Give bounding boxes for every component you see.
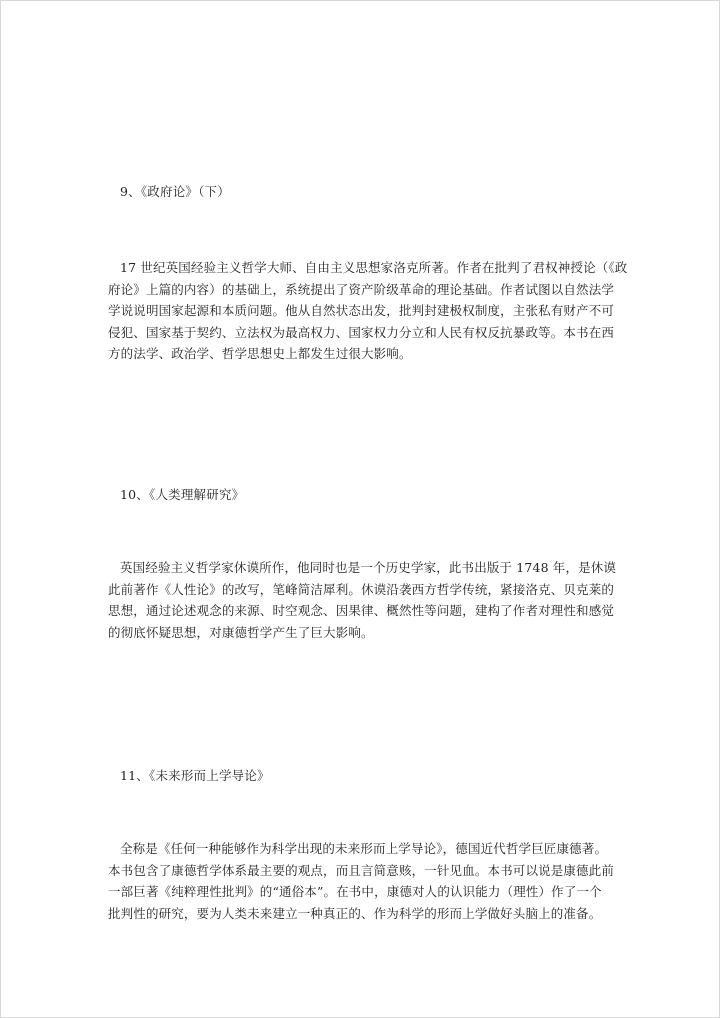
paragraph-line: 全称是《任何一种能够作为科学出现的未来形而上学导论》，德国近代哲学巨匠康德著。: [120, 841, 608, 856]
section-10-heading: 10、《人类理解研究》: [120, 487, 245, 502]
paragraph-line: 学说说明国家起源和本质问题。他从自然状态出发，批判封建极权制度，主张私有财产不可: [108, 303, 615, 318]
paragraph-line: 此前著作《人性论》的改写，笔峰简洁犀利。休谟沿袭西方哲学传统，紧接洛克、贝克莱的: [108, 581, 615, 597]
paragraph-line: 英国经验主义哲学家休谟所作，他同时也是一个历史学家，此书出版于 1748 年，是休谟: [120, 560, 617, 575]
paragraph-line: 的彻底怀疑思想，对康德哲学产生了巨大影响。: [108, 624, 374, 640]
section-9-paragraph: [108, 257, 628, 365]
paragraph-line: 府论》上篇的内容）的基础上，系统提出了资产阶级革命的理论基础。作者试图以自然法学: [108, 281, 615, 297]
paragraph-line: 本书包含了康德哲学体系最主要的观点，而且言简意赅，一针见血。本书可以说是康德此前: [108, 862, 615, 878]
section-11-paragraph: [108, 838, 613, 924]
paragraph-line: 侵犯、国家基于契约、立法权为最高权力、国家权力分立和人民有权反抗暴政等。本书在西: [108, 324, 615, 340]
paragraph-line: 方的法学、政治学、哲学思想史上都发生过很大影响。: [108, 346, 412, 361]
paragraph-line: 一部巨著《纯粹理性批判》的“通俗本”。在书中，康德对人的认识能力（理性）作了一个: [108, 884, 602, 899]
section-10-paragraph: [108, 557, 617, 643]
paragraph-line: 17 世纪英国经验主义哲学大师、自由主义思想家洛克所著。作者在批判了君权神授论（《政: [120, 260, 628, 275]
paragraph-line: 批判性的研究，要为人类未来建立一种真正的、作为科学的形而上学做好头脑上的准备。: [108, 905, 602, 921]
section-9-heading: 9、《政府论》（下）: [120, 184, 230, 199]
section-11-heading: 11、《未来形而上学导论》: [120, 768, 270, 783]
paragraph-line: 思想，通过论述观念的来源、时空观念、因果律、概然性等问题，建构了作者对理性和感觉: [108, 603, 615, 618]
